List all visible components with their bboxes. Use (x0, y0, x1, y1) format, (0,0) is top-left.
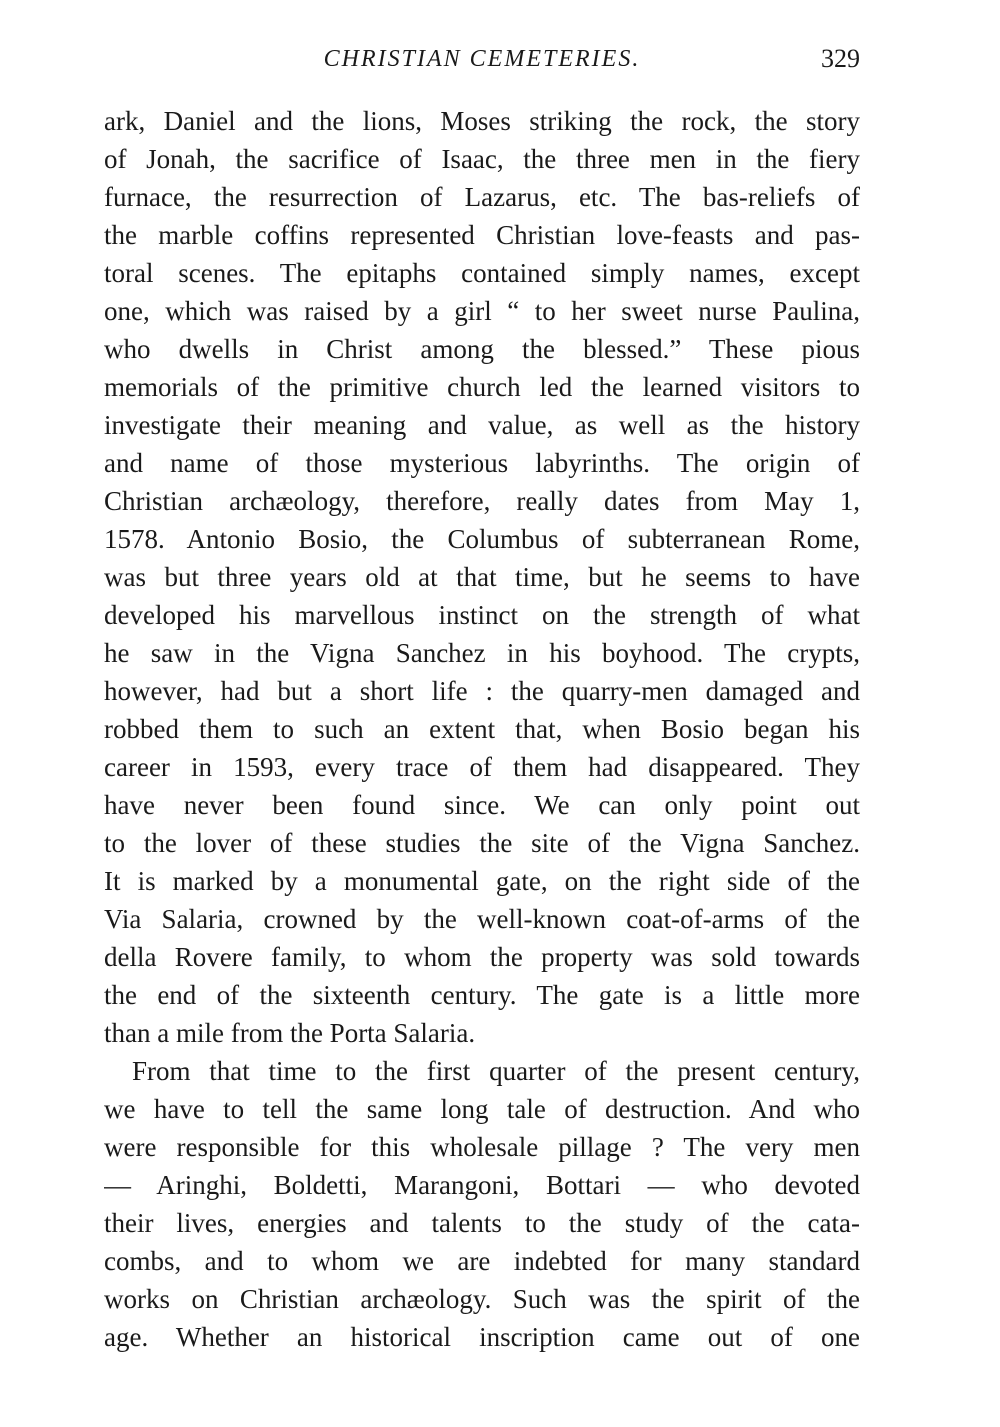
text-line: than a mile from the Porta Salaria. (104, 1018, 476, 1048)
text-line: developed his marvellous instinct on the strength of what (104, 600, 860, 630)
running-title: CHRISTIAN CEMETERIES. (323, 46, 641, 72)
text-line: ark, Daniel and the lions, Moses striking the rock, the story (104, 106, 860, 136)
text-line: their lives, energies and talents to the study of the cata- (104, 1208, 860, 1238)
text-line: to the lover of these studies the site of the Vigna Sanchez. (104, 828, 860, 858)
text-line: works on Christian archæology. Such was the spirit of the (104, 1284, 860, 1314)
text-line: we have to tell the same long tale of destruction. And who (104, 1094, 860, 1124)
text-line: Via Salaria, crowned by the well-known coat-of-arms of the (104, 904, 860, 934)
text-line: who dwells in Christ among the blessed.” These pious (104, 334, 860, 364)
text-line: investigate their meaning and value, as well as the history (104, 410, 860, 440)
text-line: furnace, the resurrection of Lazarus, etc. The bas-reliefs of (104, 182, 860, 212)
page-number: 329 (821, 44, 860, 73)
text-line: was but three years old at that time, but he seems to have (104, 562, 860, 592)
text-line: the end of the sixteenth century. The gate is a little more (104, 980, 860, 1010)
text-line: have never been found since. We can only point out (104, 790, 860, 820)
text-line: toral scenes. The epitaphs contained simply names, except (104, 258, 860, 288)
text-line: of Jonah, the sacrifice of Isaac, the three men in the fiery (104, 144, 860, 174)
text-line: memorials of the primitive church led the learned visitors to (104, 372, 860, 402)
text-line: From that time to the first quarter of the present century, (132, 1056, 860, 1086)
text-line: Christian archæology, therefore, really dates from May 1, (104, 486, 860, 516)
running-head (104, 46, 860, 86)
text-line: the marble coffins represented Christian love-feasts and pas- (104, 220, 860, 250)
text-line: career in 1593, every trace of them had disappeared. They (104, 752, 860, 782)
text-line: combs, and to whom we are indebted for many standard (104, 1246, 860, 1276)
text-line: age. Whether an historical inscription came out of one (104, 1322, 860, 1352)
text-line: It is marked by a monumental gate, on the right side of the (104, 866, 860, 896)
text-line: one, which was raised by a girl “ to her sweet nurse Paulina, (104, 296, 860, 326)
text-line: he saw in the Vigna Sanchez in his boyhood. The crypts, (104, 638, 860, 668)
text-line: della Rovere family, to whom the property was sold towards (104, 942, 860, 972)
text-line: and name of those mysterious labyrinths. The origin of (104, 448, 860, 478)
text-line: robbed them to such an extent that, when Bosio began his (104, 714, 860, 744)
text-line: were responsible for this wholesale pillage ? The very men (104, 1132, 860, 1162)
text-line: however, had but a short life : the quarry-men damaged and (104, 676, 860, 706)
text-line: 1578. Antonio Bosio, the Columbus of subterranean Rome, (104, 524, 860, 554)
text-line: — Aringhi, Boldetti, Marangoni, Bottari — who devoted (104, 1170, 860, 1200)
